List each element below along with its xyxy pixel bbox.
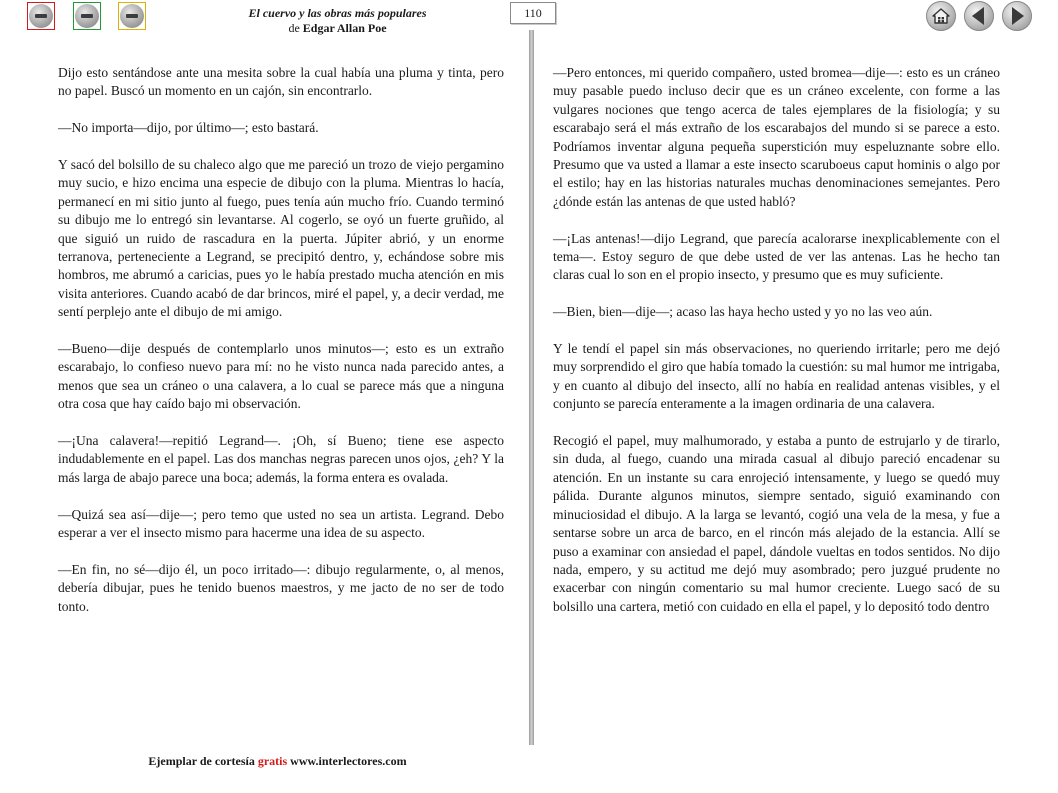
arrow-left-icon [969,5,989,27]
right-text-column [553,64,1000,635]
footer-prefix: Ejemplar de cortesía [148,754,255,768]
paragraph: —Bien, bien—dije—; acaso las haya hecho usted y yo no las veo aún. [553,304,933,320]
footer-credit [60,754,495,769]
paragraph: Y sacó del bolsillo de su chaleco algo que me pareció un trozo de viejo pergamino muy sucio, e hizo encima una especie de dibujo con la pluma. Mientras lo hacía, permanecí en mi sitio junto al fuego, pues tenía aún mucho frío. Cuando terminó su dibujo me lo entregó sin levantarse. Al cogerlo, se oyó un fuerte gruñido, al que siguió un ruido de rascadura en la puerta. Júpiter abrió, y un enorme terranova, perteneciente a Legrand, se precipitó dentro, y, echándose sobre mis hombros, me abrumó a caricias, pues yo le había prestado mucha atención en mis visita anteriores. Cuando acabó de dar brincos, miré el papel, y, a decir verdad, me sentí perplejo ante el dibujo de mi amigo. [58,157,504,320]
paragraph: —En fin, no sé—dijo él, un poco irritado—: dibujo regularmente, o, al menos, debería dibujar, pues he tenido buenos maestros, y me jacto de no ser de todo tonto. [58,561,504,614]
home-icon [931,6,951,26]
column-divider [529,30,534,745]
footer-gratis: gratis [257,754,288,768]
home-button[interactable] [926,1,956,31]
paragraph: —Pero entonces, mi querido compañero, usted bromea—dije—: esto es un cráneo muy pasable puedo incluso decir que es un cráneo excelente, con forme a las vulgares nociones que tengo acerca de tales ejemplares de la fisiología; y su escarabajo será el más extraño de los escarabajos del mundo si se parece a esto. Podríamos inventar alguna pequeña superstición muy espeluznante sobre ello. Presumo que va usted a llamar a este insecto scaruboeus caput hominis o algo por el estilo; hay en las historias naturales muchas denominaciones semejantes. Pero ¿dónde están las antenas de que usted habló? [553,65,1000,209]
toolbar-button-yellow[interactable] [118,2,146,30]
minimize-icon [120,4,144,28]
paragraph: —Bueno—dije después de contemplarlo unos minutos—; esto es un extraño escarabajo, lo confieso nuevo para mí: no he visto nunca nada parecido antes, a menos que sea un cráneo o una calavera, a lo cual se parece más que a ninguna otra cosa que hay caído bajo mi observación. [58,341,504,412]
toolbar-button-green[interactable] [73,2,101,30]
minimize-icon [75,4,99,28]
author-name: Edgar Allan Poe [302,21,387,35]
arrow-right-icon [1007,5,1027,27]
paragraph: —¡Las antenas!—dijo Legrand, que parecía acalorarse inexplicablemente con el tema—. Estoy seguro de que debe usted de ver las antenas. Las he hecho tan claras cual lo son en el propio insecto, y presumo que es muy suficiente. [553,230,1000,283]
paragraph: —No importa—dijo, por último—; esto bastará. [58,120,319,136]
author-prefix: de [288,21,300,35]
minimize-icon [29,4,53,28]
next-page-button[interactable] [1002,1,1032,31]
paragraph: Dijo esto sentándose ante una mesita sobre la cual había una pluma y tinta, pero no papel. Buscó un momento en un cajón, sin encontrarlo. [58,65,504,99]
paragraph: Recogió el papel, muy malhumorado, y estaba a punto de estrujarlo y de tirarlo, sin duda, al fuego, cuando una mirada casual al dibujo pareció encadenar su atención. En un instante su cara enrojeció intensamente, y luego se quedó muy pálida. Durante algunos minutos, siempre sentado, siguió examinando con minuciosidad el dibujo. A la larga se levantó, cogió una vela de la mesa, y fue a sentarse sobre un arca de barco, en el rincón más alejado de la estancia. Allí se puso a examinar con ansiedad el papel, dándole vueltas en todos sentidos. No dijo nada, empero, y su actitud me dejó muy asombrado; pero juzgué prudente no exacerbar con ningún comentario su mal humor creciente. Luego sacó de su bolsillo una cartera, metió con cuidado en ella el papel, y lo depositó todo dentro [553,433,1000,614]
paragraph: —Quizá sea así—dije—; pero temo que usted no sea un artista. Legrand. Debo esperar a ver el insecto mismo para hacerme una idea de su aspecto. [58,506,504,541]
paragraph: Y le tendí el papel sin más observaciones, no queriendo irritarle; pero me dejó muy sorprendido el giro que había tomado la cuestión: su mal humor me intrigaba, y en cuanto al dibujo del insecto, allí no había en realidad antenas visibles, y el conjunto se parecía enteramente a la imagen ordinaria de una calavera. [553,341,1000,412]
previous-page-button[interactable] [964,1,994,31]
book-author-line [200,21,475,35]
paragraph: —¡Una calavera!—repitió Legrand—. ¡Oh, sí Bueno; tiene ese aspecto indudablemente en el papel. Las dos manchas negras parecen unos ojos, ¿eh? Y la más larga de abajo parece una boca; además, la forma entera es ovalada. [58,433,504,485]
toolbar-button-red[interactable] [27,2,55,30]
footer-url[interactable]: www.interlectores.com [290,754,407,768]
page-number[interactable]: 110 [510,2,556,24]
left-text-column [58,64,504,634]
book-title: El cuervo y las obras más populares [248,6,427,20]
